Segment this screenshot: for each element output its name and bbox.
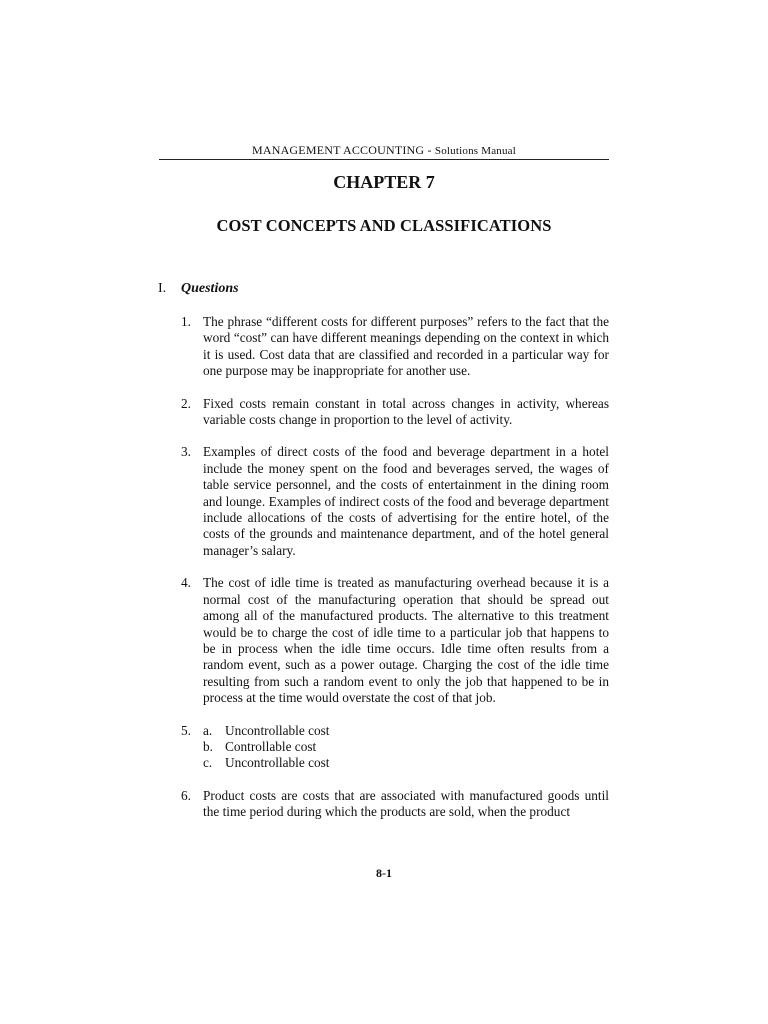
header-rule [159,159,609,160]
question-item [181,723,609,772]
section-label: Questions [181,281,239,296]
running-header-separator: - [424,143,435,157]
question-item [181,314,609,380]
question-text: The cost of idle time is treated as manufacturing overhead because it is a normal cost of the manufacturing operation that should be spread out among all of the manufactured products. The alternative to this treatment would be to charge the cost of idle time to a particular job that happens to be in process when the idle time occurs. Idle time often results from a random event, such as a power outage. Charging the cost of the idle time resulting from such a random event to only the job that happened to be in process at the time would overstate the cost of that job. [203,575,609,706]
question-number: 4. [181,575,191,591]
question-item [181,575,609,706]
question-text: The phrase “different costs for different purposes” refers to the fact that the word “cost” can have different meanings depending on the context in which it is used. Cost data that are classified and recorded in a particular way for one purpose may be inappropriate for another use. [203,314,609,379]
sub-answer-letter: c. [203,755,213,771]
question-number: 2. [181,395,191,411]
section-numeral: I. [158,281,167,296]
sub-answer-letter: b. [203,738,213,754]
sub-answer [203,755,609,771]
question-item [181,444,609,559]
question-number: 3. [181,444,191,460]
running-header-subtitle: Solutions Manual [434,145,517,157]
running-header [159,143,609,158]
page-number: 8-1 [376,866,392,880]
running-header-title: MANAGEMENT ACCOUNTING [251,143,425,157]
question-text: Fixed costs remain constant in total across changes in activity, whereas variable costs change in proportion to the level of activity. [203,395,609,428]
question-number: 6. [181,787,191,803]
section-heading [158,281,239,297]
sub-answer-text: Controllable cost [225,738,317,754]
sub-answer-text: Uncontrollable cost [225,722,330,738]
chapter-subtitle: COST CONCEPTS AND CLASSIFICATIONS [216,216,552,235]
question-number: 1. [181,314,191,329]
sub-answer-text: Uncontrollable cost [225,755,330,771]
sub-answer-letter: a. [203,722,213,738]
question-text: Product costs are costs that are associated with manufactured goods until the time period during which the products are sold, when the product [203,787,609,820]
sub-answer [203,739,609,755]
question-item [181,396,609,429]
sub-answer [203,723,609,739]
questions-list [181,314,609,837]
question-text: Examples of direct costs of the food and beverage department in a hotel include the money spent on the food and beverages served, the wages of table service personnel, and the costs of entertainment in the dining room and lounge. Examples of indirect costs of the food and beverage department include allocations of the costs of advertising for the entire hotel, of the costs of the grounds and maintenance department, and of the hotel general manager’s salary. [203,444,609,558]
chapter-title: CHAPTER 7 [333,172,435,192]
question-item [181,788,609,821]
question-number: 5. [181,722,191,738]
